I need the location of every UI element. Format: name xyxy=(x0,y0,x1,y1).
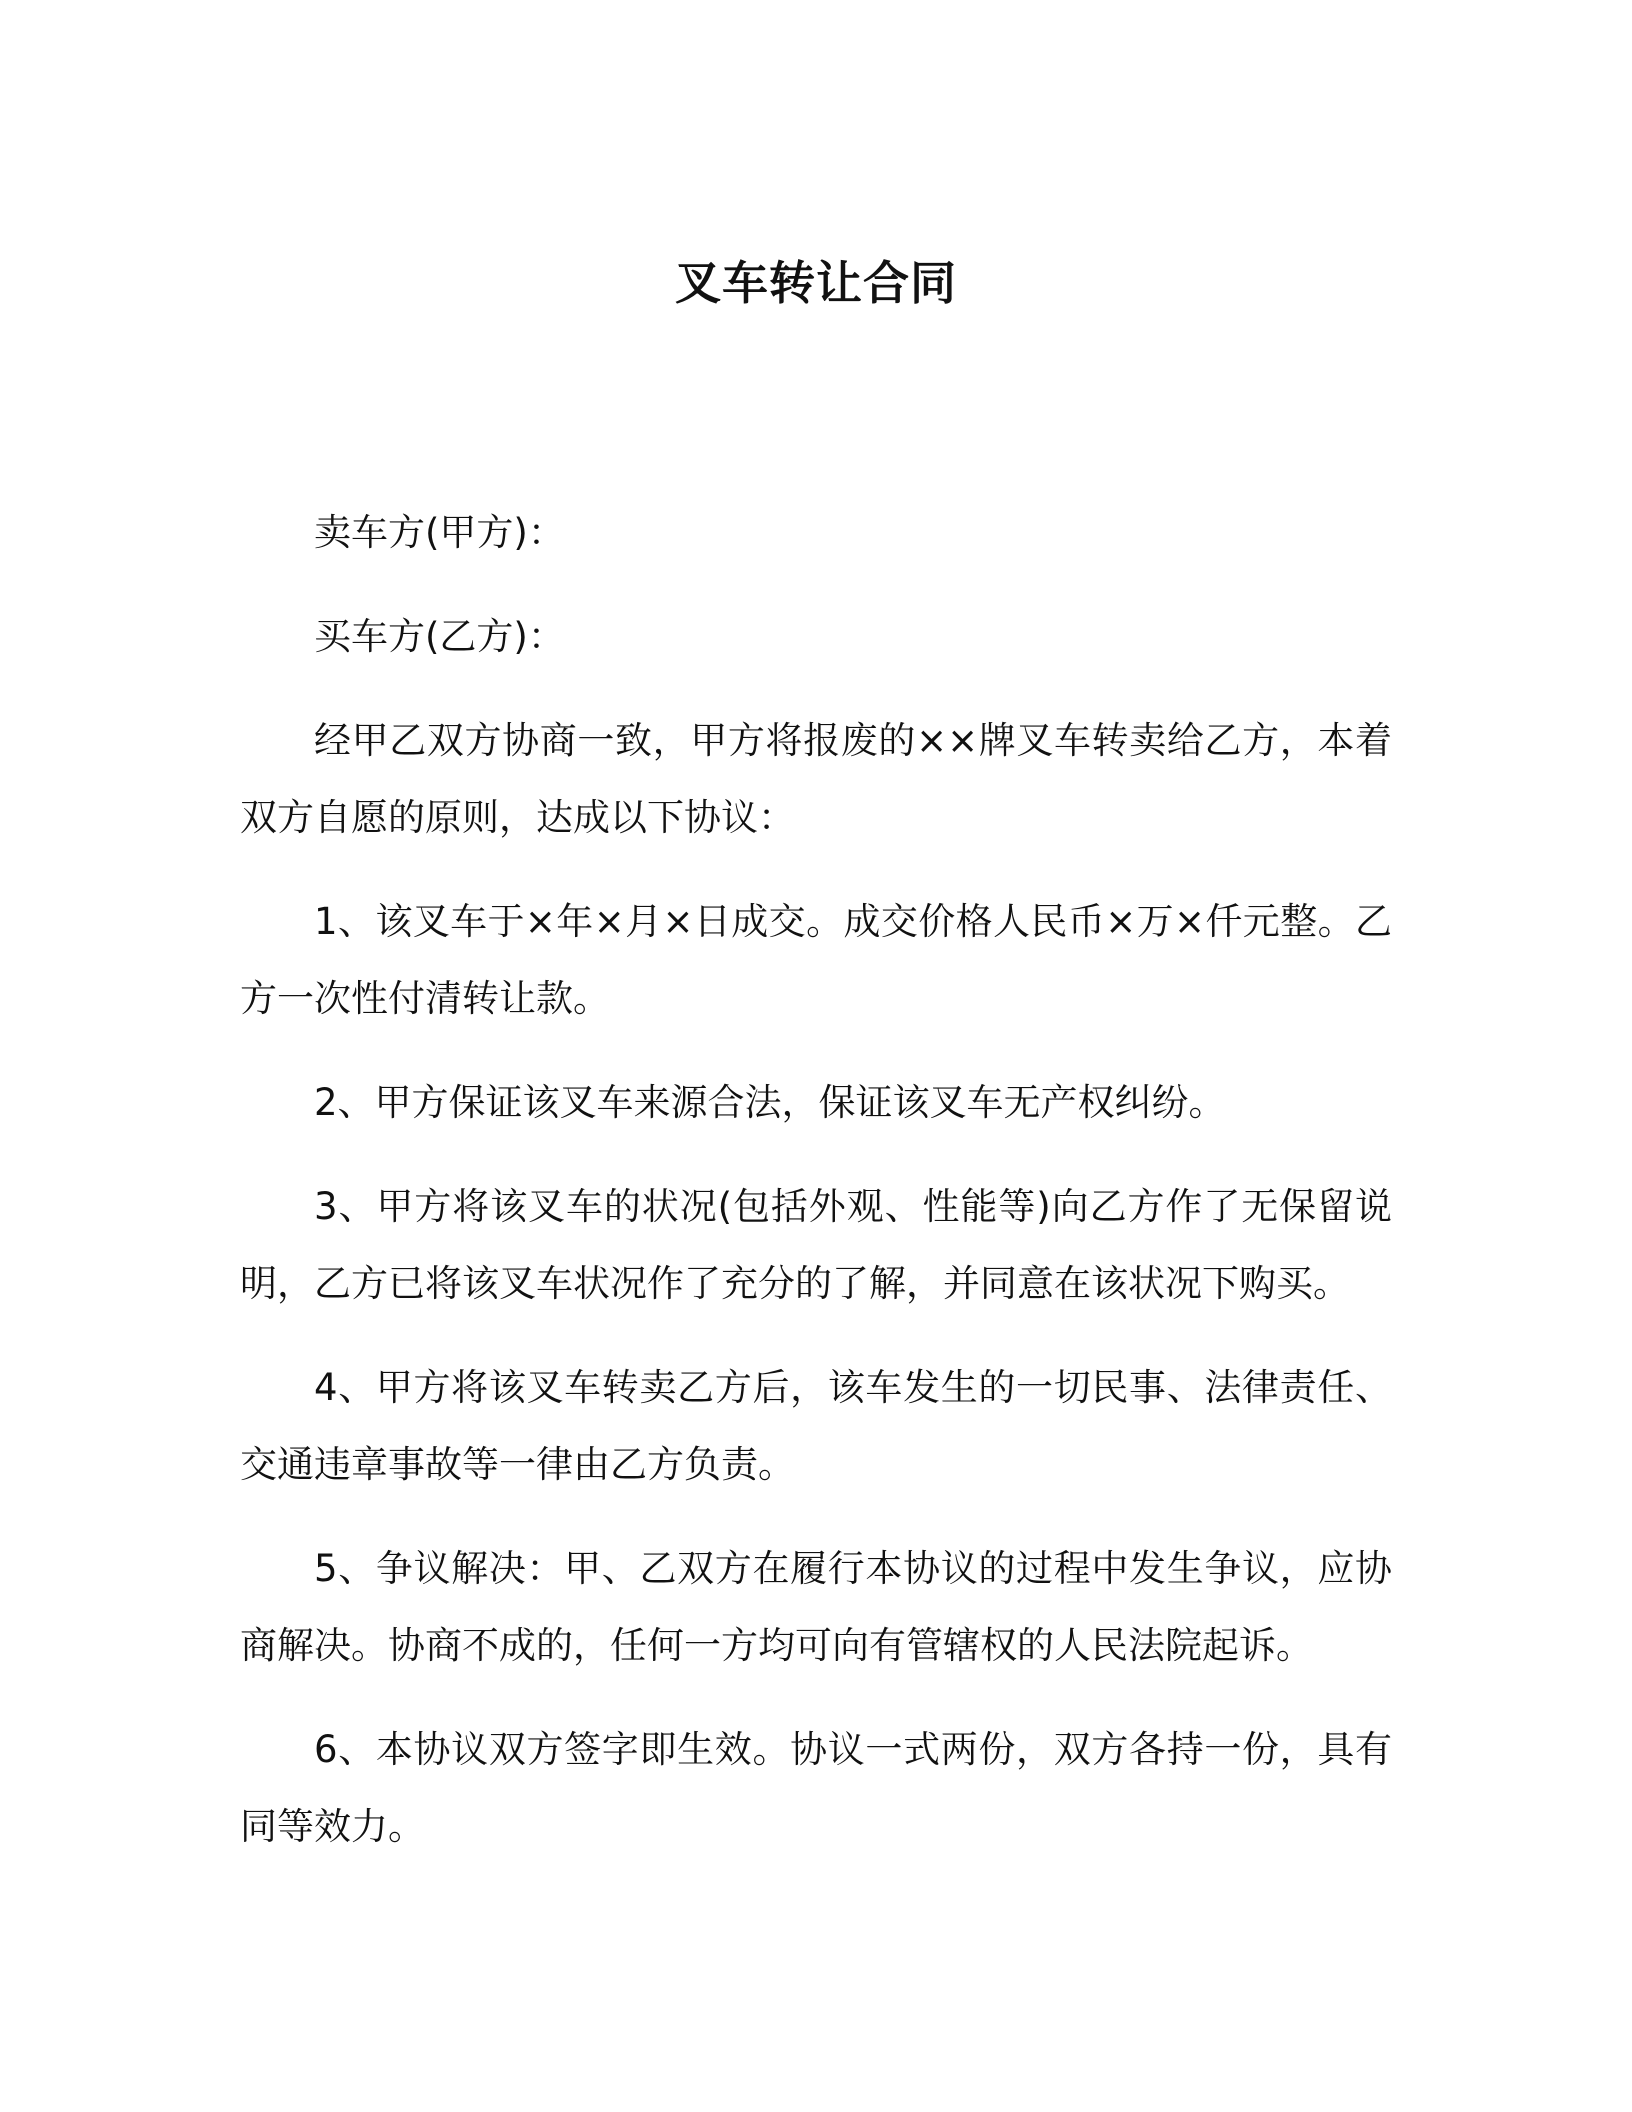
document-title: 叉车转让合同 xyxy=(675,255,957,310)
clause-3: 3、甲方将该叉车的状况(包括外观、性能等)向乙方作了无保留说明，乙方已将该叉车状况作了充分的了解，并同意在该状况下购买。 xyxy=(240,1185,1392,1305)
buyer-line: 买车方(乙方)： xyxy=(314,615,565,658)
clause-1: 1、该叉车于×年×月×日成交。成交价格人民币×万×仟元整。乙方一次性付清转让款。 xyxy=(240,900,1392,1020)
clause-2: 2、甲方保证该叉车来源合法，保证该叉车无产权纠纷。 xyxy=(314,1081,1226,1124)
preamble-paragraph: 经甲乙双方协商一致，甲方将报废的××牌叉车转卖给乙方，本着双方自愿的原则，达成以下协议： xyxy=(240,719,1392,839)
clause-5: 5、争议解决：甲、乙双方在履行本协议的过程中发生争议，应协商解决。协商不成的，任何一方均可向有管辖权的人民法院起诉。 xyxy=(240,1547,1392,1667)
seller-line: 卖车方(甲方)： xyxy=(314,511,565,554)
clause-6: 6、本协议双方签字即生效。协议一式两份，双方各持一份，具有同等效力。 xyxy=(240,1728,1392,1848)
document-body xyxy=(240,494,1392,1892)
clause-4: 4、甲方将该叉车转卖乙方后，该车发生的一切民事、法律责任、交通违章事故等一律由乙方负责。 xyxy=(240,1366,1392,1486)
